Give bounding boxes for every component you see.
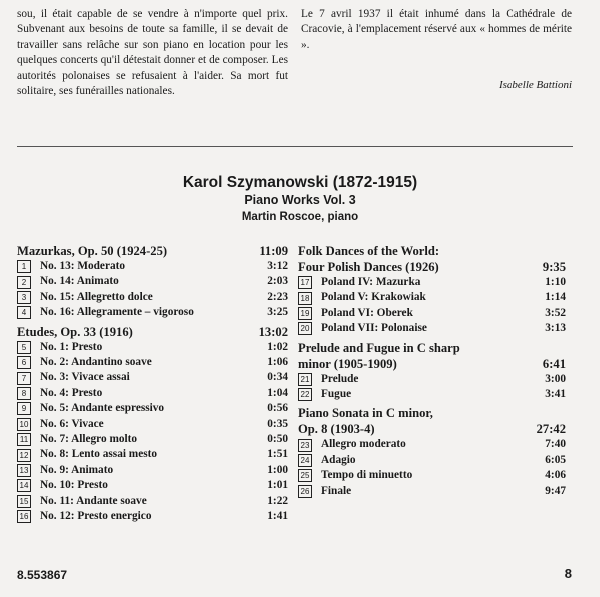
track-title: No. 11: Andante soave (40, 494, 147, 507)
track-duration: 1:04 (267, 386, 288, 399)
track-title: Prelude (321, 372, 359, 385)
track-title: No. 10: Presto (40, 479, 108, 492)
track-duration: 6:05 (545, 453, 566, 466)
work-title: Etudes, Op. 33 (1916) (17, 324, 133, 339)
track-number-box: 10 (17, 418, 31, 431)
work-heading (298, 405, 566, 421)
track-duration: 1:06 (267, 356, 288, 369)
track-title: No. 9: Animato (40, 463, 114, 476)
track-title: Tempo di minuetto (321, 469, 413, 482)
track-title: Poland V: Krakowiak (321, 291, 426, 304)
track-number-box: 3 (17, 291, 31, 304)
track-row (17, 386, 288, 401)
track-number-box: 15 (17, 495, 31, 508)
track-duration: 3:00 (545, 372, 566, 385)
track-title: No. 8: Lento assai mesto (40, 448, 158, 461)
track-row (298, 468, 566, 483)
track-row (17, 355, 288, 370)
track-title: Poland VI: Oberek (321, 306, 413, 319)
track-row (298, 387, 566, 402)
track-duration: 7:40 (545, 438, 566, 451)
track-title: Poland VII: Polonaise (321, 322, 427, 335)
track-duration: 3:41 (545, 388, 566, 401)
track-row (298, 290, 566, 305)
track-duration: 2:23 (267, 290, 288, 303)
track-number-box: 21 (298, 373, 312, 386)
work-heading (17, 243, 288, 259)
track-row (17, 463, 288, 478)
track-row (17, 417, 288, 432)
album-header (0, 174, 600, 225)
track-number-box: 6 (17, 356, 31, 369)
track-title: No. 4: Presto (40, 386, 103, 399)
work-heading (298, 243, 566, 259)
track-number-box: 4 (17, 306, 31, 319)
track-row (298, 275, 566, 290)
track-row (298, 372, 566, 387)
track-row (298, 306, 566, 321)
work-heading (298, 421, 566, 437)
work-title: Folk Dances of the World: (298, 244, 440, 258)
tracklist-left (17, 243, 288, 525)
track-duration: 0:56 (267, 402, 288, 415)
biography-paragraph-right: Le 7 avril 1937 il était inhumé dans la Cathédrale de Cracovie, à l'emplacement réservé aux « hommes de mérite ». (301, 8, 572, 51)
track-number-box: 24 (298, 454, 312, 467)
track-row (17, 447, 288, 462)
biography-paragraph-left: sou, il était capable de se vendre à n'importe quel prix. Subvenant aux besoins de toute sa famille, il se devait de travailler sans relâche sur son piano en location pour les quelques concerts qu'il détestait donner et de composer. Les autorités polonaises se refusaient à l'aider. Sa mort fut solitaire, ses funérailles nationales. (17, 8, 288, 98)
catalog-number: 8.553867 (17, 568, 68, 582)
track-number-box: 9 (17, 402, 31, 415)
track-duration: 1:14 (545, 291, 566, 304)
track-title: No. 12: Presto energico (40, 510, 152, 523)
track-row (17, 259, 288, 274)
track-duration: 1:51 (267, 448, 288, 461)
track-title: No. 5: Andante espressivo (40, 402, 165, 415)
work-title: Piano Sonata in C minor, (298, 406, 433, 421)
track-title: No. 6: Vivace (40, 417, 104, 430)
composer-title: Karol Szymanowski (1872-1915) (182, 174, 418, 191)
track-title: No. 3: Vivace assai (40, 371, 130, 384)
work-duration: 6:41 (542, 356, 566, 371)
track-row (17, 370, 288, 385)
track-number-box: 19 (298, 307, 312, 320)
track-number-box: 23 (298, 439, 312, 452)
track-number-box: 18 (298, 292, 312, 305)
track-duration: 1:41 (267, 510, 288, 523)
work-duration: 13:02 (258, 324, 288, 339)
track-title: Fugue (321, 388, 352, 401)
track-number-box: 16 (17, 510, 31, 523)
track-duration: 0:50 (267, 433, 288, 446)
track-number-box: 14 (17, 479, 31, 492)
work-duration: 27:42 (536, 422, 566, 437)
track-title: Allegro moderato (321, 438, 406, 451)
track-row (17, 478, 288, 493)
track-duration: 1:02 (267, 340, 288, 353)
track-title: Finale (321, 484, 352, 497)
track-number-box: 1 (17, 260, 31, 273)
track-duration: 2:03 (267, 275, 288, 288)
work-title: Prelude and Fugue in C sharp (298, 340, 460, 355)
track-row (17, 432, 288, 447)
track-duration: 3:13 (545, 322, 566, 335)
author-signature: Isabelle Battioni (498, 79, 572, 91)
work-duration: 9:35 (542, 260, 566, 274)
track-number-box: 5 (17, 341, 31, 354)
work-title: minor (1905-1909) (298, 356, 397, 371)
track-title: Poland IV: Mazurka (321, 276, 421, 288)
track-duration: 4:06 (545, 469, 566, 482)
track-duration: 3:52 (545, 306, 566, 319)
track-title: No. 1: Presto (40, 340, 103, 353)
track-number-box: 11 (17, 433, 31, 446)
track-row (17, 274, 288, 289)
track-number-box: 8 (17, 387, 31, 400)
track-duration: 0:34 (267, 371, 288, 384)
track-duration: 1:10 (545, 276, 566, 288)
track-number-box: 17 (298, 276, 312, 289)
work-heading (17, 324, 288, 340)
track-number-box: 26 (298, 485, 312, 498)
track-row (17, 494, 288, 509)
work-duration: 11:09 (259, 244, 288, 258)
track-row (17, 509, 288, 524)
work-title: Four Polish Dances (1926) (298, 260, 439, 274)
track-row (298, 484, 566, 499)
track-number-box: 12 (17, 449, 31, 462)
track-duration: 1:00 (267, 463, 288, 476)
track-number-box: 20 (298, 322, 312, 335)
track-row (17, 340, 288, 355)
track-row (298, 453, 566, 468)
work-heading (298, 340, 566, 356)
track-title: No. 16: Allegramente – vigoroso (40, 306, 194, 319)
work-title: Op. 8 (1903-4) (298, 422, 375, 437)
track-row (17, 401, 288, 416)
track-duration: 1:01 (267, 479, 288, 492)
work-title: Mazurkas, Op. 50 (1924-25) (17, 244, 168, 258)
track-number-box: 13 (17, 464, 31, 477)
performer-credit: Martin Roscoe, piano (241, 211, 359, 223)
track-number-box: 7 (17, 372, 31, 385)
track-title: No. 13: Moderato (40, 260, 126, 272)
page-number: 8 (564, 566, 572, 581)
track-duration: 3:25 (267, 306, 288, 319)
tracklist-right (298, 243, 566, 499)
track-row (17, 305, 288, 320)
track-title: No. 14: Animato (40, 275, 119, 288)
track-duration: 1:22 (267, 494, 288, 507)
track-duration: 3:12 (267, 260, 288, 272)
album-subtitle: Piano Works Vol. 3 (244, 193, 356, 207)
track-title: Adagio (321, 453, 356, 466)
work-heading (298, 259, 566, 275)
track-row (298, 437, 566, 452)
track-title: No. 7: Allegro molto (40, 433, 138, 446)
track-title: No. 15: Allegretto dolce (40, 290, 153, 303)
track-title: No. 2: Andantino soave (40, 356, 152, 369)
track-number-box: 2 (17, 276, 31, 289)
track-row (298, 321, 566, 336)
track-duration: 9:47 (545, 484, 566, 497)
track-number-box: 22 (298, 388, 312, 401)
work-heading (298, 356, 566, 372)
section-divider (17, 146, 573, 147)
track-row (17, 290, 288, 305)
track-duration: 0:35 (267, 417, 288, 430)
track-number-box: 25 (298, 469, 312, 482)
